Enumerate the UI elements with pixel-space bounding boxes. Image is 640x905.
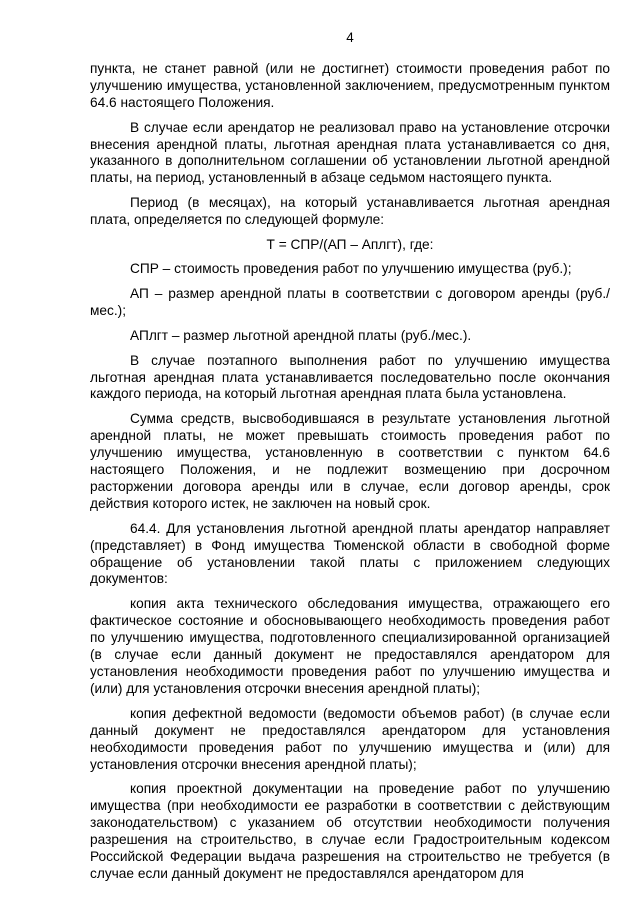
list-item-defect-statement: копия дефектной ведомости (ведомости объемов работ) (в случае если данный документ не предоставлялся арендатором для установления необходимости проведения работ по улучшению имущества и (или) для установления отсрочки внесения арендной платы); xyxy=(90,705,610,772)
list-item-project-docs: копия проектной документации на проведение работ по улучшению имущества (при необходимости ее разработки в соответствии с действующим законодательством) с указанием об отсутствии необходимости получения разрешения на строительство, в случае если Градостроительным кодексом Российской Федерации выдача разрешения на строительство не требуется (в случае если данный документ не предоставлялся арендатором для xyxy=(90,781,610,881)
paragraph-deferral: В случае если арендатор не реализовал право на установление отсрочки внесения арендной платы, льготная арендная плата устанавливается со дня, указанного в дополнительном соглашении об установлении льготной арендной платы, на период, установленный в абзаце седьмом настоящего пункта. xyxy=(90,119,610,186)
paragraph-period-intro: Период (в месяцах), на который устанавливается льготная арендная плата, определяется по следующей формуле: xyxy=(90,195,610,228)
paragraph-stages: В случае поэтапного выполнения работ по улучшению имущества льготная арендная плата устанавливается последовательно после окончания каждого периода, на который льготная арендная плата была установлена. xyxy=(90,352,610,402)
formula: Т = СПР/(АП – Аплгт), где: xyxy=(266,237,434,253)
paragraph-sum: Сумма средств, высвободившаяся в результате установления льготной арендной платы, не может превышать стоимость проведения работ по улучшению имущества, установленную в соответствии с пунктом 64.6 настоящего Положения, и не подлежит возмещению при досрочном расторжении договора аренды или в случае, если договор аренды, срок действия которого истек, не заключен на новый срок. xyxy=(90,411,610,511)
definition-ap: АП – размер арендной платы в соответствии с договором аренды (руб./мес.); xyxy=(90,285,610,318)
definition-aplgt: АПлгт – размер льготной арендной платы (руб./мес.). xyxy=(130,327,472,343)
list-item-inspection-act: копия акта технического обследования имущества, отражающего его фактическое состояние и обосновывающего необходимость проведения работ по улучшению имущества, подготовленного специализированной организацией (в случае если данный документ не предоставлялся арендатором для установления необходимости проведения работ по улучшению имущества и (или) для установления отсрочки внесения арендной платы); xyxy=(90,596,610,696)
page-number: 4 xyxy=(346,30,354,45)
definition-spr: СПР – стоимость проведения работ по улучшению имущества (руб.); xyxy=(130,260,572,276)
paragraph-64-4: 64.4. Для установления льготной арендной платы арендатор направляет (представляет) в Фонд имущества Тюменской области в свободной форме обращение об установлении такой платы с приложением следующих документов: xyxy=(90,520,610,587)
paragraph-continuation: пункта, не станет равной (или не достигнет) стоимости проведения работ по улучшению имущества, установленной заключением, предусмотренным пунктом 64.6 настоящего Положения. xyxy=(90,60,610,110)
